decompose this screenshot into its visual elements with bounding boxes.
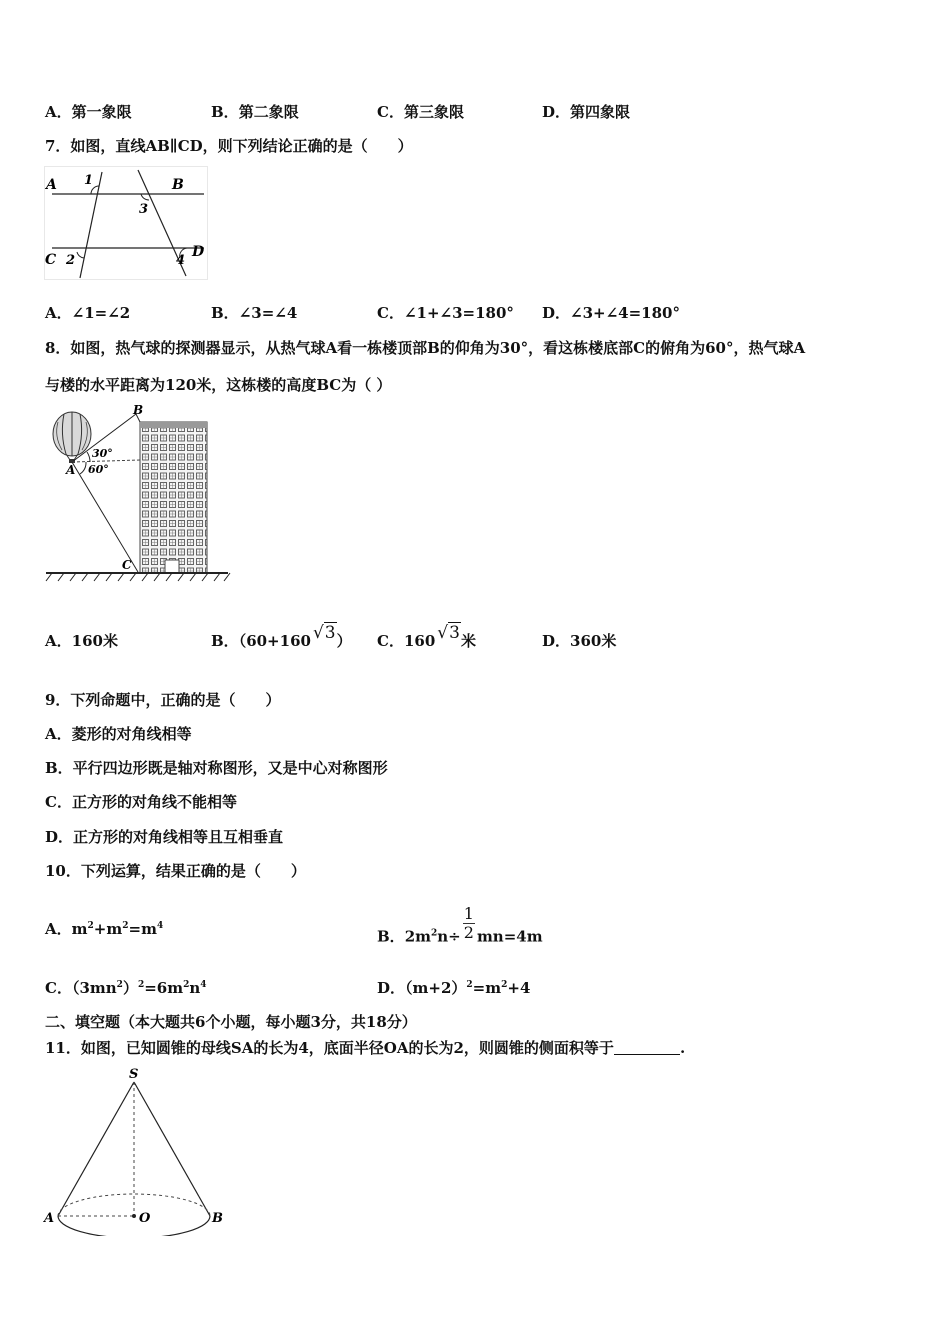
q7-angle-4: 4 [176, 253, 186, 268]
q11-label-b: B [212, 1211, 223, 1226]
q10-stem: 10．下列运算，结果正确的是（ ） [45, 862, 306, 880]
q6-option-b: B．第二象限 [211, 103, 299, 121]
q9-option-a: A．菱形的对角线相等 [45, 725, 192, 743]
q8-angle-30: 30° [92, 447, 113, 460]
q8-option-c-sqrt: √3 [437, 623, 460, 643]
q7-option-a: A．∠1=∠2 [45, 304, 131, 322]
q8-stem-line1: 8．如图，热气球的探测器显示，从热气球A看一栋楼顶部B的仰角为30°，看这栋楼底部C的俯角为60°，热气球A [45, 339, 806, 357]
q8-option-b: B．（60+160 √3） [211, 623, 352, 650]
q10-option-a: A．$m^2+m^2=m^4$ [45, 920, 164, 938]
q9-stem: 9．下列命题中，正确的是（ ） [45, 691, 281, 709]
q11-answer-blank[interactable] [614, 1040, 680, 1055]
q6-option-a: A．第一象限 [45, 103, 132, 121]
q10-option-b-fraction: $\frac{1}{2}$ [463, 904, 474, 942]
q8-option-c: C．160 √3米 [377, 623, 476, 650]
q9-option-b: B．平行四边形既是轴对称图形，又是中心对称图形 [45, 759, 388, 777]
q8-stem-line2: 与楼的水平距离为120米，这栋楼的高度BC为（ ） [45, 376, 392, 394]
q6-option-c: C．第三象限 [377, 103, 464, 121]
q8-option-a: A．160米 [45, 632, 118, 650]
q8-angle-60: 60° [88, 463, 109, 476]
section-heading-fill-in: 二、填空题（本大题共6个小题，每小题3分，共18分） [45, 1013, 417, 1031]
q11-cone-figure [42, 1064, 232, 1236]
q11-label-a: A [44, 1211, 55, 1226]
q10-option-c: C．$(3mn^2)^2=6m^2n^4$ [45, 979, 207, 997]
q7-option-c: C．∠1+∠3=180° [377, 304, 514, 322]
q7-option-b: B．∠3=∠4 [211, 304, 298, 322]
q8-label-a: A [66, 463, 76, 477]
q10-option-b: B．$2m^2n\div$ $\frac{1}{2}$ mn=4m [377, 904, 543, 946]
q7-option-d: D．∠3+∠4=180° [542, 304, 680, 322]
q7-label-c: C [45, 252, 57, 268]
q10-option-d: D．$(m+2)^2=m^2+4$ [377, 979, 531, 997]
q11-label-o: O [139, 1211, 151, 1226]
q8-label-b: B [133, 403, 144, 417]
q7-parallel-lines-figure [44, 166, 210, 282]
q11-label-s: S [129, 1067, 139, 1082]
q7-label-a: A [46, 177, 57, 193]
q8-option-b-sqrt: √3 [312, 623, 336, 643]
q9-option-c: C．正方形的对角线不能相等 [45, 793, 237, 811]
q11-stem: 11．如图，已知圆锥的母线SA的长为4，底面半径OA的长为2，则圆锥的侧面积等于 . [45, 1039, 686, 1057]
q7-angle-1: 1 [84, 173, 94, 188]
q7-angle-3: 3 [139, 202, 149, 217]
q6-option-d: D．第四象限 [542, 103, 631, 121]
q7-label-b: B [172, 177, 184, 193]
q8-balloon-building-figure [44, 402, 232, 584]
q7-angle-2: 2 [66, 253, 76, 268]
q8-label-c: C [122, 558, 132, 572]
q9-option-d: D．正方形的对角线相等且互相垂直 [45, 828, 284, 846]
q8-option-d: D．360米 [542, 632, 617, 650]
q7-stem: 7．如图，直线AB∥CD，则下列结论正确的是（ ） [45, 137, 413, 155]
q7-label-d: D [192, 244, 205, 260]
